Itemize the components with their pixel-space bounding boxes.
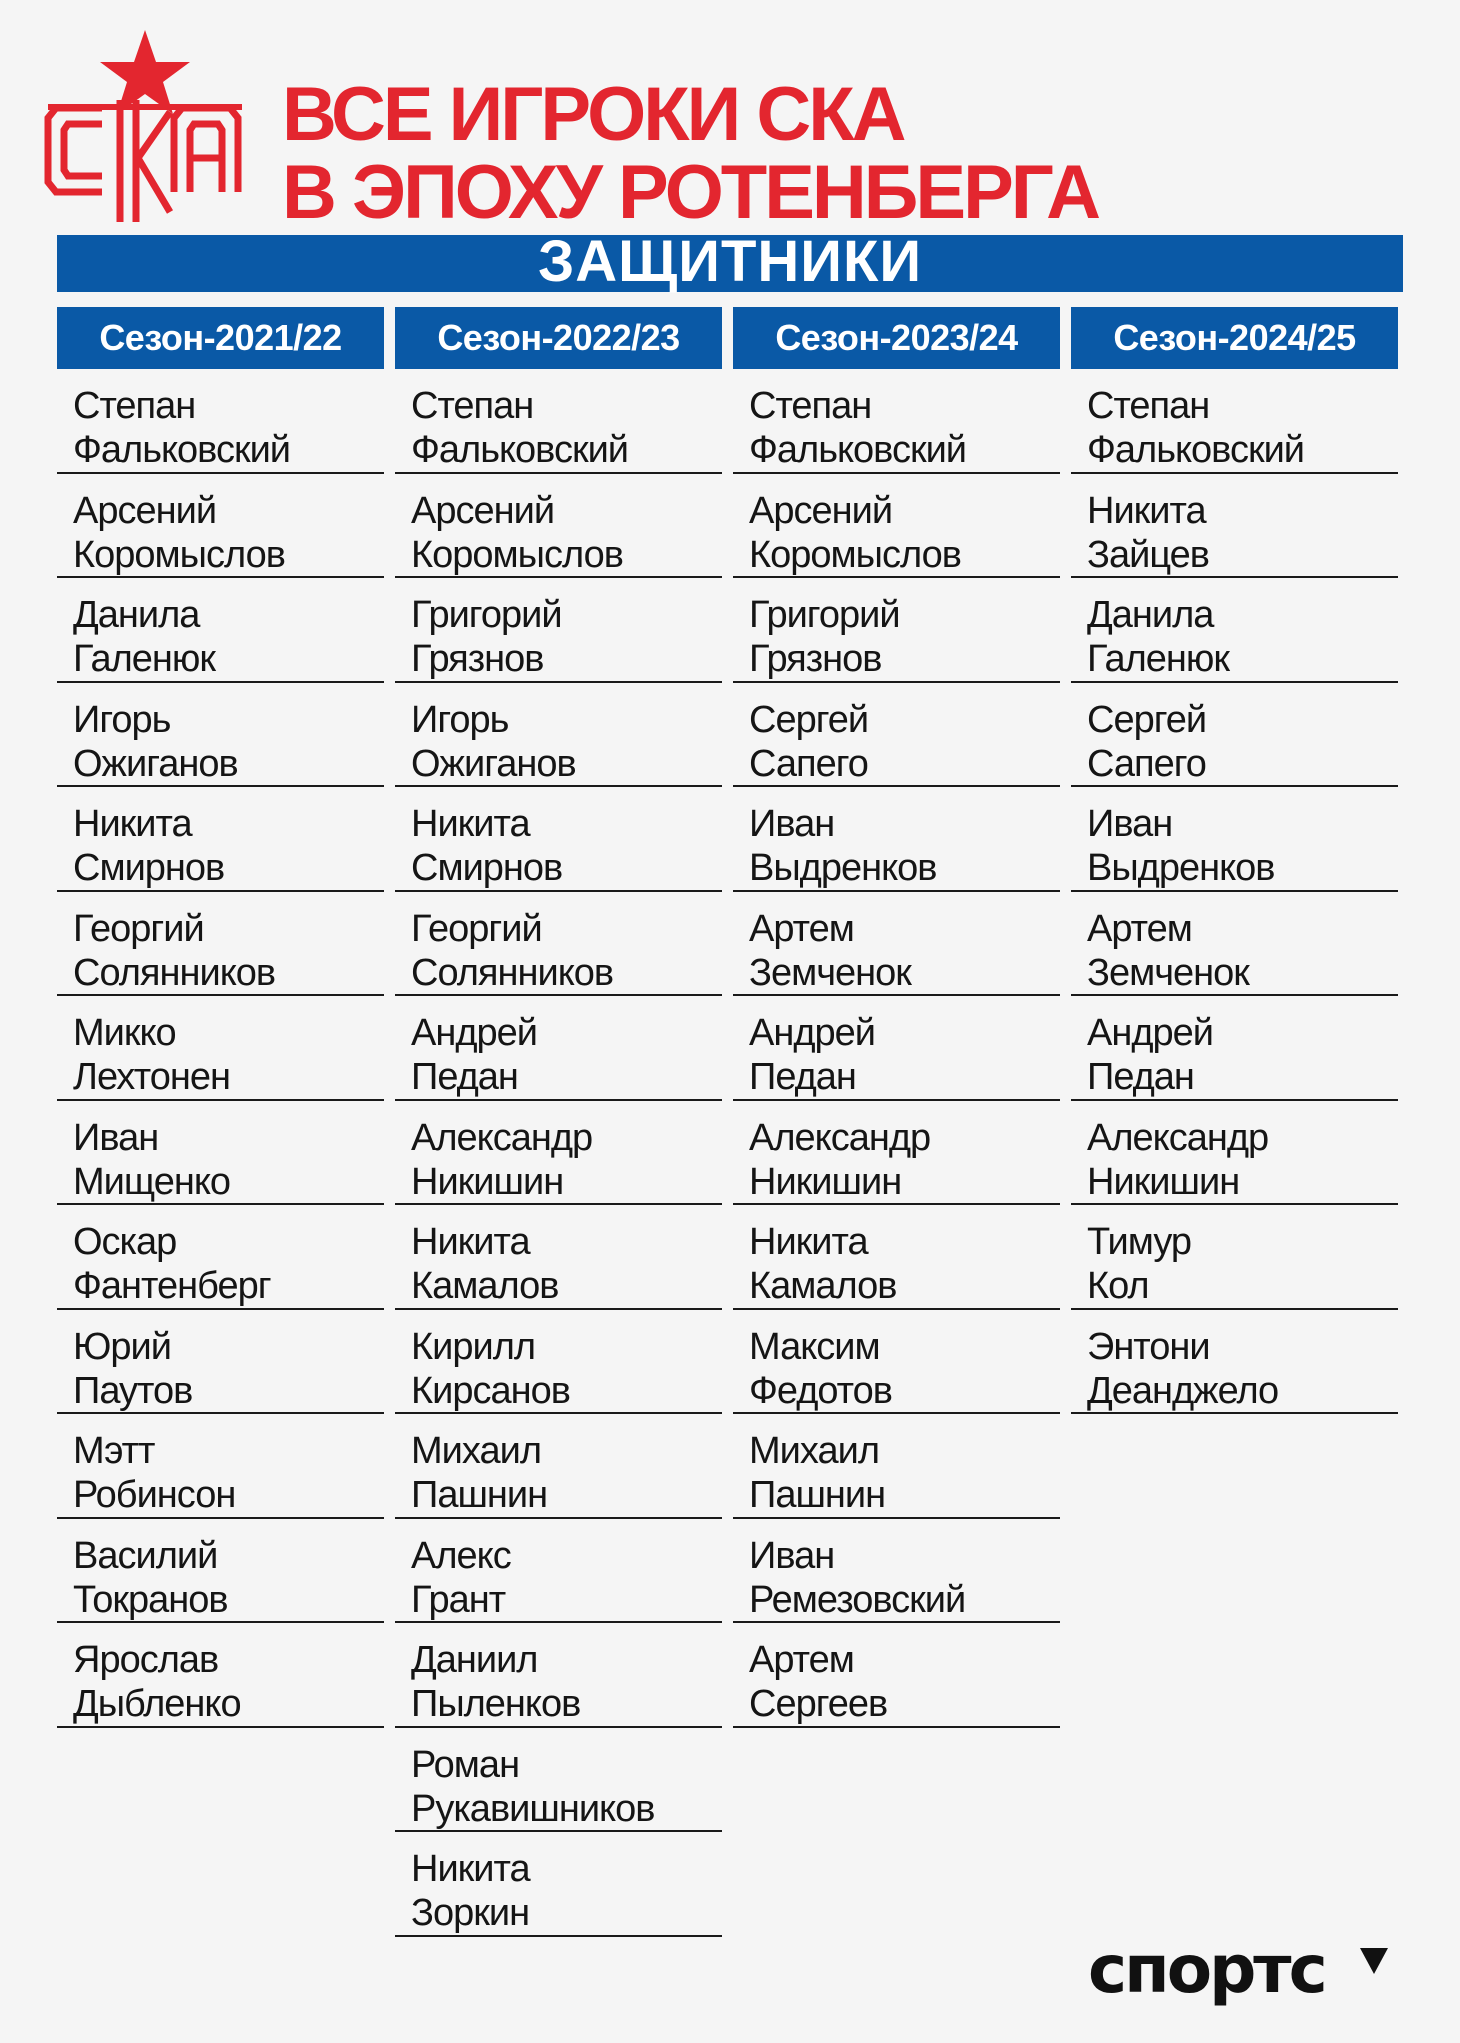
player-first-name: Никита — [411, 1221, 530, 1263]
player-last-name: Фальковский — [411, 429, 629, 471]
player-first-name: Даниил — [411, 1639, 538, 1681]
player-first-name: Иван — [749, 803, 835, 845]
season-header: Сезон-2023/24 — [733, 307, 1060, 369]
player-first-name: Игорь — [411, 698, 509, 741]
player-row — [1071, 578, 1398, 683]
player-last-name: Никишин — [1087, 1160, 1240, 1203]
player-row — [733, 683, 1060, 788]
player-row — [395, 683, 722, 788]
player-last-name: Галенюк — [1087, 638, 1229, 680]
player-first-name: Иван — [1087, 803, 1173, 845]
player-first-name: Александр — [749, 1116, 931, 1159]
season-column — [395, 307, 722, 1937]
player-row — [395, 369, 722, 474]
player-first-name: Энтони — [1087, 1325, 1210, 1368]
season-column — [733, 307, 1060, 1728]
player-last-name: Грант — [411, 1578, 506, 1621]
player-row — [57, 1623, 384, 1728]
player-last-name: Сергеев — [749, 1683, 888, 1725]
player-last-name: Федотов — [749, 1369, 892, 1412]
player-row — [733, 1205, 1060, 1310]
player-row — [395, 1205, 722, 1310]
player-last-name: Токранов — [73, 1578, 228, 1621]
player-last-name: Фальковский — [1087, 429, 1305, 471]
player-row — [57, 892, 384, 997]
player-row — [733, 892, 1060, 997]
title-line-2: В ЭПОХУ РОТЕНБЕРГА — [282, 150, 1098, 235]
player-last-name: Кирсанов — [411, 1369, 570, 1412]
season-header: Сезон-2021/22 — [57, 307, 384, 369]
sports-ru-logo — [1088, 1930, 1408, 2020]
player-first-name: Михаил — [749, 1430, 879, 1472]
player-last-name: Земченок — [1087, 951, 1249, 994]
player-row — [395, 787, 722, 892]
player-first-name: Григорий — [749, 594, 900, 636]
player-first-name: Максим — [749, 1325, 880, 1368]
player-last-name: Галенюк — [73, 638, 215, 680]
player-last-name: Ремезовский — [749, 1578, 966, 1621]
player-row — [733, 1414, 1060, 1519]
player-first-name: Степан — [749, 385, 872, 427]
player-first-name: Мэтт — [73, 1430, 155, 1472]
player-first-name: Данила — [73, 594, 200, 636]
player-row — [57, 1519, 384, 1624]
player-last-name: Камалов — [749, 1265, 897, 1307]
player-first-name: Юрий — [73, 1325, 171, 1368]
player-row — [1071, 369, 1398, 474]
player-first-name: Степан — [1087, 385, 1210, 427]
player-last-name: Ожиганов — [73, 742, 238, 785]
player-last-name: Дыбленко — [73, 1683, 241, 1725]
player-first-name: Оскар — [73, 1221, 177, 1263]
player-row — [395, 1623, 722, 1728]
player-row — [1071, 1205, 1398, 1310]
player-last-name: Робинсон — [73, 1474, 236, 1516]
player-list — [57, 369, 384, 1728]
player-row — [57, 1310, 384, 1415]
player-last-name: Рукавишников — [411, 1787, 655, 1830]
player-row — [395, 1414, 722, 1519]
player-first-name: Арсений — [411, 489, 555, 532]
player-first-name: Александр — [411, 1116, 593, 1159]
player-row — [395, 996, 722, 1101]
player-first-name: Степан — [411, 385, 534, 427]
player-first-name: Александр — [1087, 1116, 1269, 1159]
player-first-name: Степан — [73, 385, 196, 427]
player-first-name: Роман — [411, 1743, 520, 1786]
player-row — [395, 1101, 722, 1206]
player-row — [57, 369, 384, 474]
player-last-name: Зайцев — [1087, 533, 1209, 576]
page-title — [282, 72, 1098, 235]
player-first-name: Сергей — [749, 698, 869, 741]
ska-star-logo — [40, 26, 250, 226]
player-row — [57, 1101, 384, 1206]
player-first-name: Андрей — [749, 1012, 875, 1054]
player-last-name: Земченок — [749, 951, 911, 994]
player-last-name: Деанджело — [1087, 1369, 1279, 1412]
player-last-name: Никишин — [411, 1160, 564, 1203]
player-first-name: Иван — [749, 1534, 835, 1577]
player-row — [395, 1519, 722, 1624]
player-last-name: Коромыслов — [749, 533, 961, 576]
player-row — [395, 474, 722, 579]
player-last-name: Педан — [749, 1056, 856, 1098]
player-first-name: Артем — [749, 1639, 854, 1681]
player-list — [1071, 369, 1398, 1414]
player-last-name: Лехтонен — [73, 1056, 231, 1098]
player-row — [395, 1728, 722, 1833]
player-row — [733, 1101, 1060, 1206]
player-list — [395, 369, 722, 1937]
player-row — [395, 1310, 722, 1415]
player-row — [395, 578, 722, 683]
player-row — [1071, 683, 1398, 788]
player-last-name: Грязнов — [749, 638, 882, 680]
player-first-name: Кирилл — [411, 1325, 536, 1368]
player-last-name: Грязнов — [411, 638, 544, 680]
player-row — [57, 787, 384, 892]
player-row — [733, 474, 1060, 579]
season-columns — [57, 307, 1403, 1957]
player-row — [57, 996, 384, 1101]
player-first-name: Андрей — [1087, 1012, 1213, 1054]
player-first-name: Данила — [1087, 594, 1214, 636]
player-first-name: Артем — [749, 907, 854, 950]
player-row — [1071, 787, 1398, 892]
player-row — [1071, 1101, 1398, 1206]
player-row — [1071, 996, 1398, 1101]
player-row — [57, 1205, 384, 1310]
player-first-name: Тимур — [1087, 1221, 1192, 1263]
player-first-name: Арсений — [73, 489, 217, 532]
player-last-name: Выдренков — [1087, 847, 1275, 889]
player-first-name: Андрей — [411, 1012, 537, 1054]
player-last-name: Фальковский — [749, 429, 967, 471]
player-row — [733, 1310, 1060, 1415]
player-last-name: Пыленков — [411, 1683, 581, 1725]
player-first-name: Игорь — [73, 698, 171, 741]
player-last-name: Фантенберг — [73, 1265, 271, 1307]
player-first-name: Григорий — [411, 594, 562, 636]
player-row — [57, 1414, 384, 1519]
player-last-name: Коромыслов — [411, 533, 623, 576]
player-row — [57, 683, 384, 788]
player-last-name: Пашнин — [411, 1474, 548, 1516]
player-first-name: Сергей — [1087, 698, 1207, 741]
player-last-name: Зоркин — [411, 1892, 530, 1934]
player-last-name: Сапего — [1087, 742, 1206, 785]
player-last-name: Педан — [1087, 1056, 1194, 1098]
section-banner: ЗАЩИТНИКИ — [57, 235, 1403, 292]
player-last-name: Солянников — [73, 951, 276, 994]
player-last-name: Мищенко — [73, 1160, 231, 1203]
player-last-name: Коромыслов — [73, 533, 285, 576]
player-last-name: Камалов — [411, 1265, 559, 1307]
player-row — [733, 578, 1060, 683]
player-row — [1071, 892, 1398, 997]
player-row — [733, 1623, 1060, 1728]
player-last-name: Сапего — [749, 742, 868, 785]
season-column — [57, 307, 384, 1728]
player-first-name: Алекс — [411, 1534, 511, 1577]
player-first-name: Артем — [1087, 907, 1192, 950]
player-last-name: Педан — [411, 1056, 518, 1098]
player-first-name: Георгий — [73, 907, 204, 950]
player-last-name: Смирнов — [411, 847, 563, 889]
season-header: Сезон-2022/23 — [395, 307, 722, 369]
player-last-name: Выдренков — [749, 847, 937, 889]
title-line-1: ВСЕ ИГРОКИ СКА — [282, 72, 904, 157]
player-row — [395, 1832, 722, 1937]
player-row — [57, 578, 384, 683]
season-column — [1071, 307, 1398, 1414]
player-first-name: Ярослав — [73, 1639, 219, 1681]
player-first-name: Никита — [1087, 489, 1206, 532]
player-row — [395, 892, 722, 997]
player-row — [733, 787, 1060, 892]
player-last-name: Паутов — [73, 1369, 193, 1412]
player-first-name: Никита — [411, 1848, 530, 1890]
brand-text: спортс — [1088, 1931, 1325, 2008]
player-row — [733, 369, 1060, 474]
player-last-name: Пашнин — [749, 1474, 886, 1516]
player-first-name: Арсений — [749, 489, 893, 532]
player-first-name: Василий — [73, 1534, 218, 1577]
player-last-name: Ожиганов — [411, 742, 576, 785]
player-last-name: Смирнов — [73, 847, 225, 889]
season-header: Сезон-2024/25 — [1071, 307, 1398, 369]
player-row — [57, 474, 384, 579]
player-last-name: Фальковский — [73, 429, 291, 471]
player-last-name: Кол — [1087, 1265, 1149, 1307]
player-first-name: Никита — [749, 1221, 868, 1263]
player-first-name: Михаил — [411, 1430, 541, 1472]
player-list — [733, 369, 1060, 1728]
player-first-name: Микко — [73, 1012, 176, 1054]
player-row — [1071, 474, 1398, 579]
player-first-name: Никита — [411, 803, 530, 845]
player-last-name: Солянников — [411, 951, 614, 994]
player-last-name: Никишин — [749, 1160, 902, 1203]
player-first-name: Георгий — [411, 907, 542, 950]
player-first-name: Иван — [73, 1116, 159, 1159]
header — [40, 26, 1420, 235]
player-row — [733, 1519, 1060, 1624]
player-first-name: Никита — [73, 803, 192, 845]
player-row — [733, 996, 1060, 1101]
player-row — [1071, 1310, 1398, 1415]
